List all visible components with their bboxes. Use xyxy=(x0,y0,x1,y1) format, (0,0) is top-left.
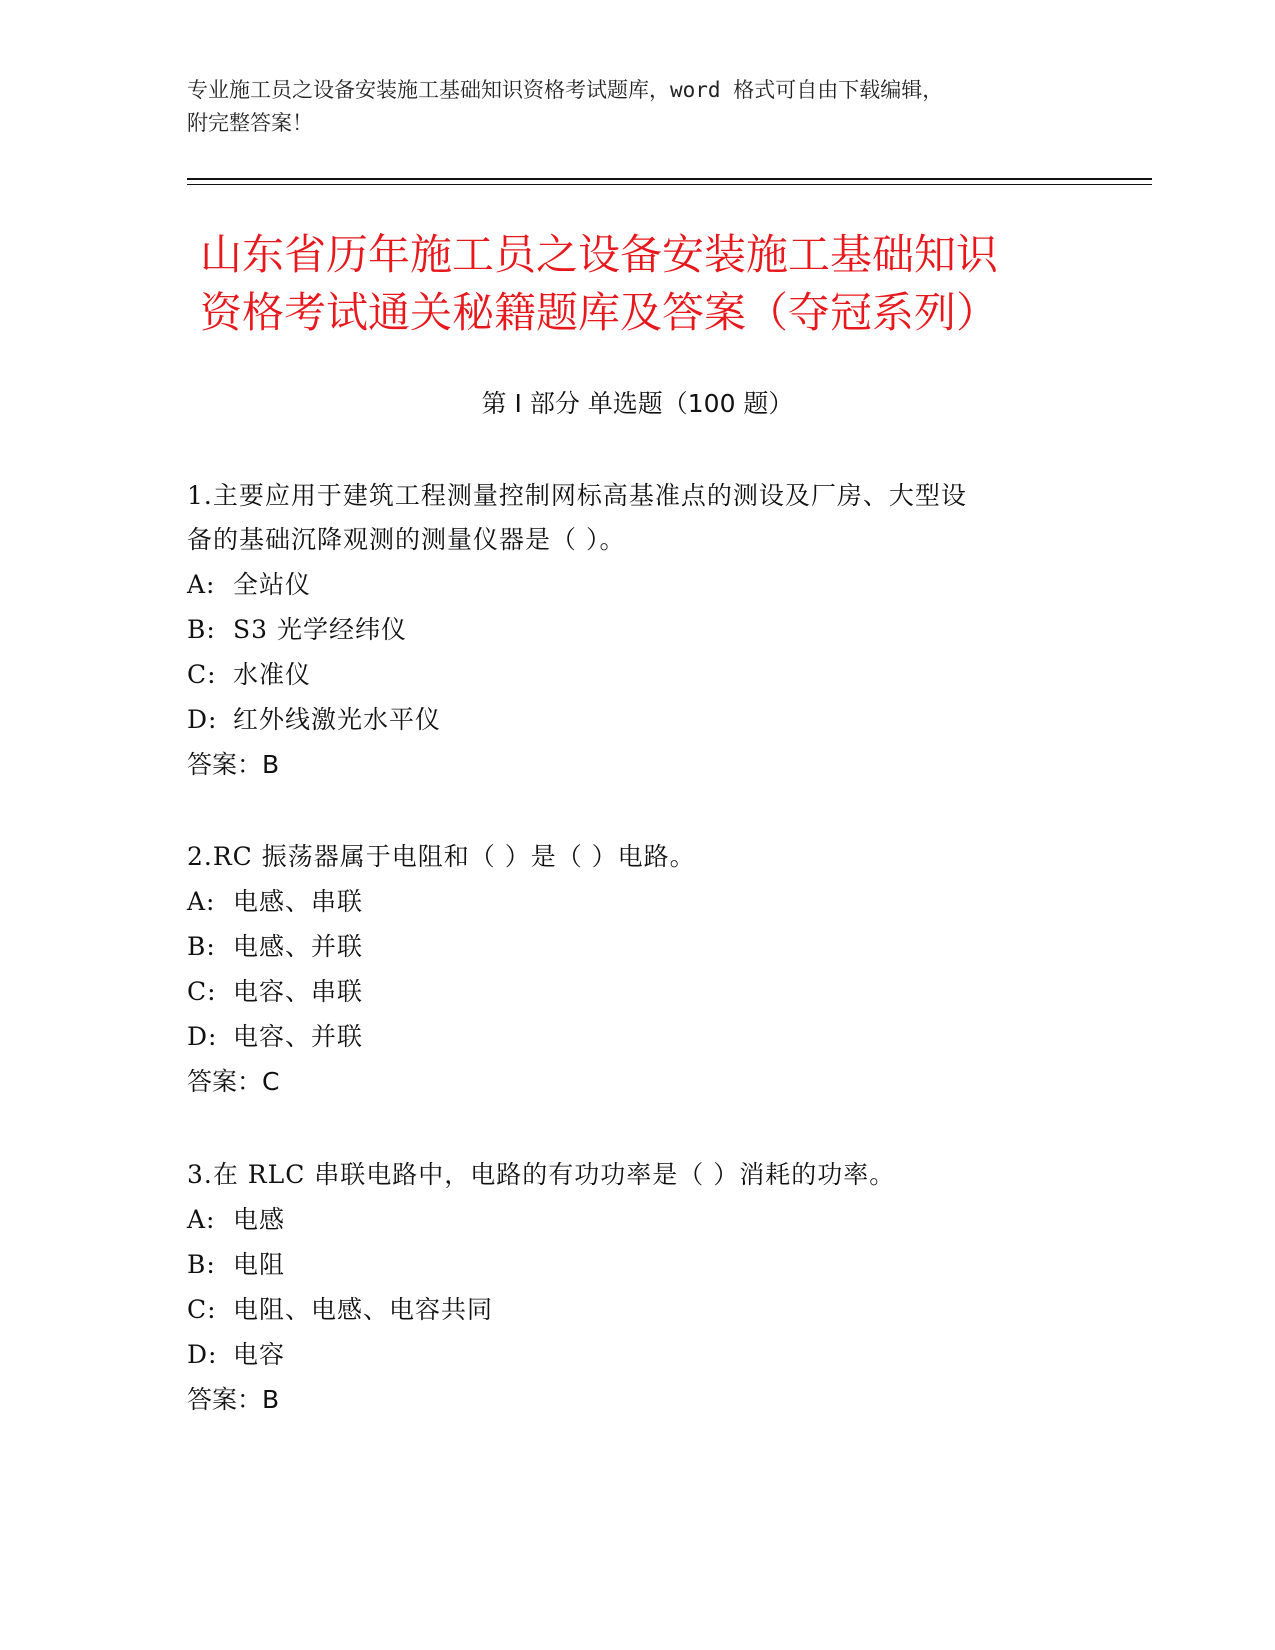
option-text: 电感、串联 xyxy=(233,887,364,916)
question-stem xyxy=(187,474,1067,562)
option-letter: D: xyxy=(187,1340,218,1369)
option-text: 电感 xyxy=(233,1205,286,1234)
question-stem-line-1: 1.主要应用于建筑工程测量控制网标高基准点的测设及厂房、大型设 xyxy=(187,481,967,510)
option-letter: D: xyxy=(187,1022,218,1051)
option-text: S3 光学经纬仪 xyxy=(233,615,407,644)
answer-line: 答案：C xyxy=(187,1067,280,1096)
option-letter: A: xyxy=(187,1205,216,1234)
header-note-line-1: 专业施工员之设备安装施工基础知识资格考试题库，word 格式可自由下载编辑， xyxy=(187,78,944,102)
option-a xyxy=(187,1197,1067,1242)
option-c xyxy=(187,969,1067,1014)
question-2 xyxy=(187,835,1067,1105)
option-c xyxy=(187,652,1067,697)
question-stem-line-1: 3.在 RLC 串联电路中，电路的有功功率是（ ）消耗的功率。 xyxy=(187,1160,896,1189)
option-text: 电容、并联 xyxy=(233,1022,364,1051)
option-text: 红外线激光水平仪 xyxy=(233,705,442,734)
option-letter: B: xyxy=(187,1250,216,1279)
option-text: 水准仪 xyxy=(233,660,312,689)
document-title-line-1: 山东省历年施工员之设备安装施工基础知识 xyxy=(200,230,999,279)
question-1 xyxy=(187,474,1067,788)
option-b xyxy=(187,924,1067,969)
option-letter: C: xyxy=(187,977,217,1006)
option-c xyxy=(187,1287,1067,1332)
question-stem xyxy=(187,835,1067,879)
option-letter: A: xyxy=(187,887,216,916)
option-letter: B: xyxy=(187,932,216,961)
header-note-line-2: 附完整答案！ xyxy=(187,111,313,135)
header-note xyxy=(187,74,1067,140)
option-text: 电阻 xyxy=(233,1250,286,1279)
question-stem xyxy=(187,1153,1067,1197)
answer-line: 答案：B xyxy=(187,1385,280,1414)
option-d xyxy=(187,1332,1067,1377)
question-3 xyxy=(187,1153,1067,1423)
option-letter: A: xyxy=(187,570,216,599)
option-letter: C: xyxy=(187,660,217,689)
option-b xyxy=(187,1242,1067,1287)
option-b xyxy=(187,607,1067,652)
option-letter: C: xyxy=(187,1295,217,1324)
header-divider-thin xyxy=(187,184,1152,185)
option-d xyxy=(187,1014,1067,1059)
question-stem-line-1: 2.RC 振荡器属于电阻和（ ）是（ ）电路。 xyxy=(187,842,696,871)
question-stem-line-2: 备的基础沉降观测的测量仪器是（ ）。 xyxy=(187,525,626,554)
document-title xyxy=(200,226,1100,342)
option-letter: B: xyxy=(187,615,216,644)
option-a xyxy=(187,879,1067,924)
option-text: 电阻、电感、电容共同 xyxy=(233,1295,494,1324)
option-text: 全站仪 xyxy=(233,570,312,599)
section-title: 第 I 部分 单选题（100 题） xyxy=(481,389,794,418)
option-text: 电容、串联 xyxy=(233,977,364,1006)
header-divider-thick xyxy=(187,178,1152,180)
option-text: 电感、并联 xyxy=(233,932,364,961)
option-letter: D: xyxy=(187,705,218,734)
document-title-line-2: 资格考试通关秘籍题库及答案（夺冠系列） xyxy=(200,288,999,337)
option-a xyxy=(187,562,1067,607)
option-d xyxy=(187,697,1067,742)
option-text: 电容 xyxy=(233,1340,286,1369)
answer-line: 答案：B xyxy=(187,750,280,779)
